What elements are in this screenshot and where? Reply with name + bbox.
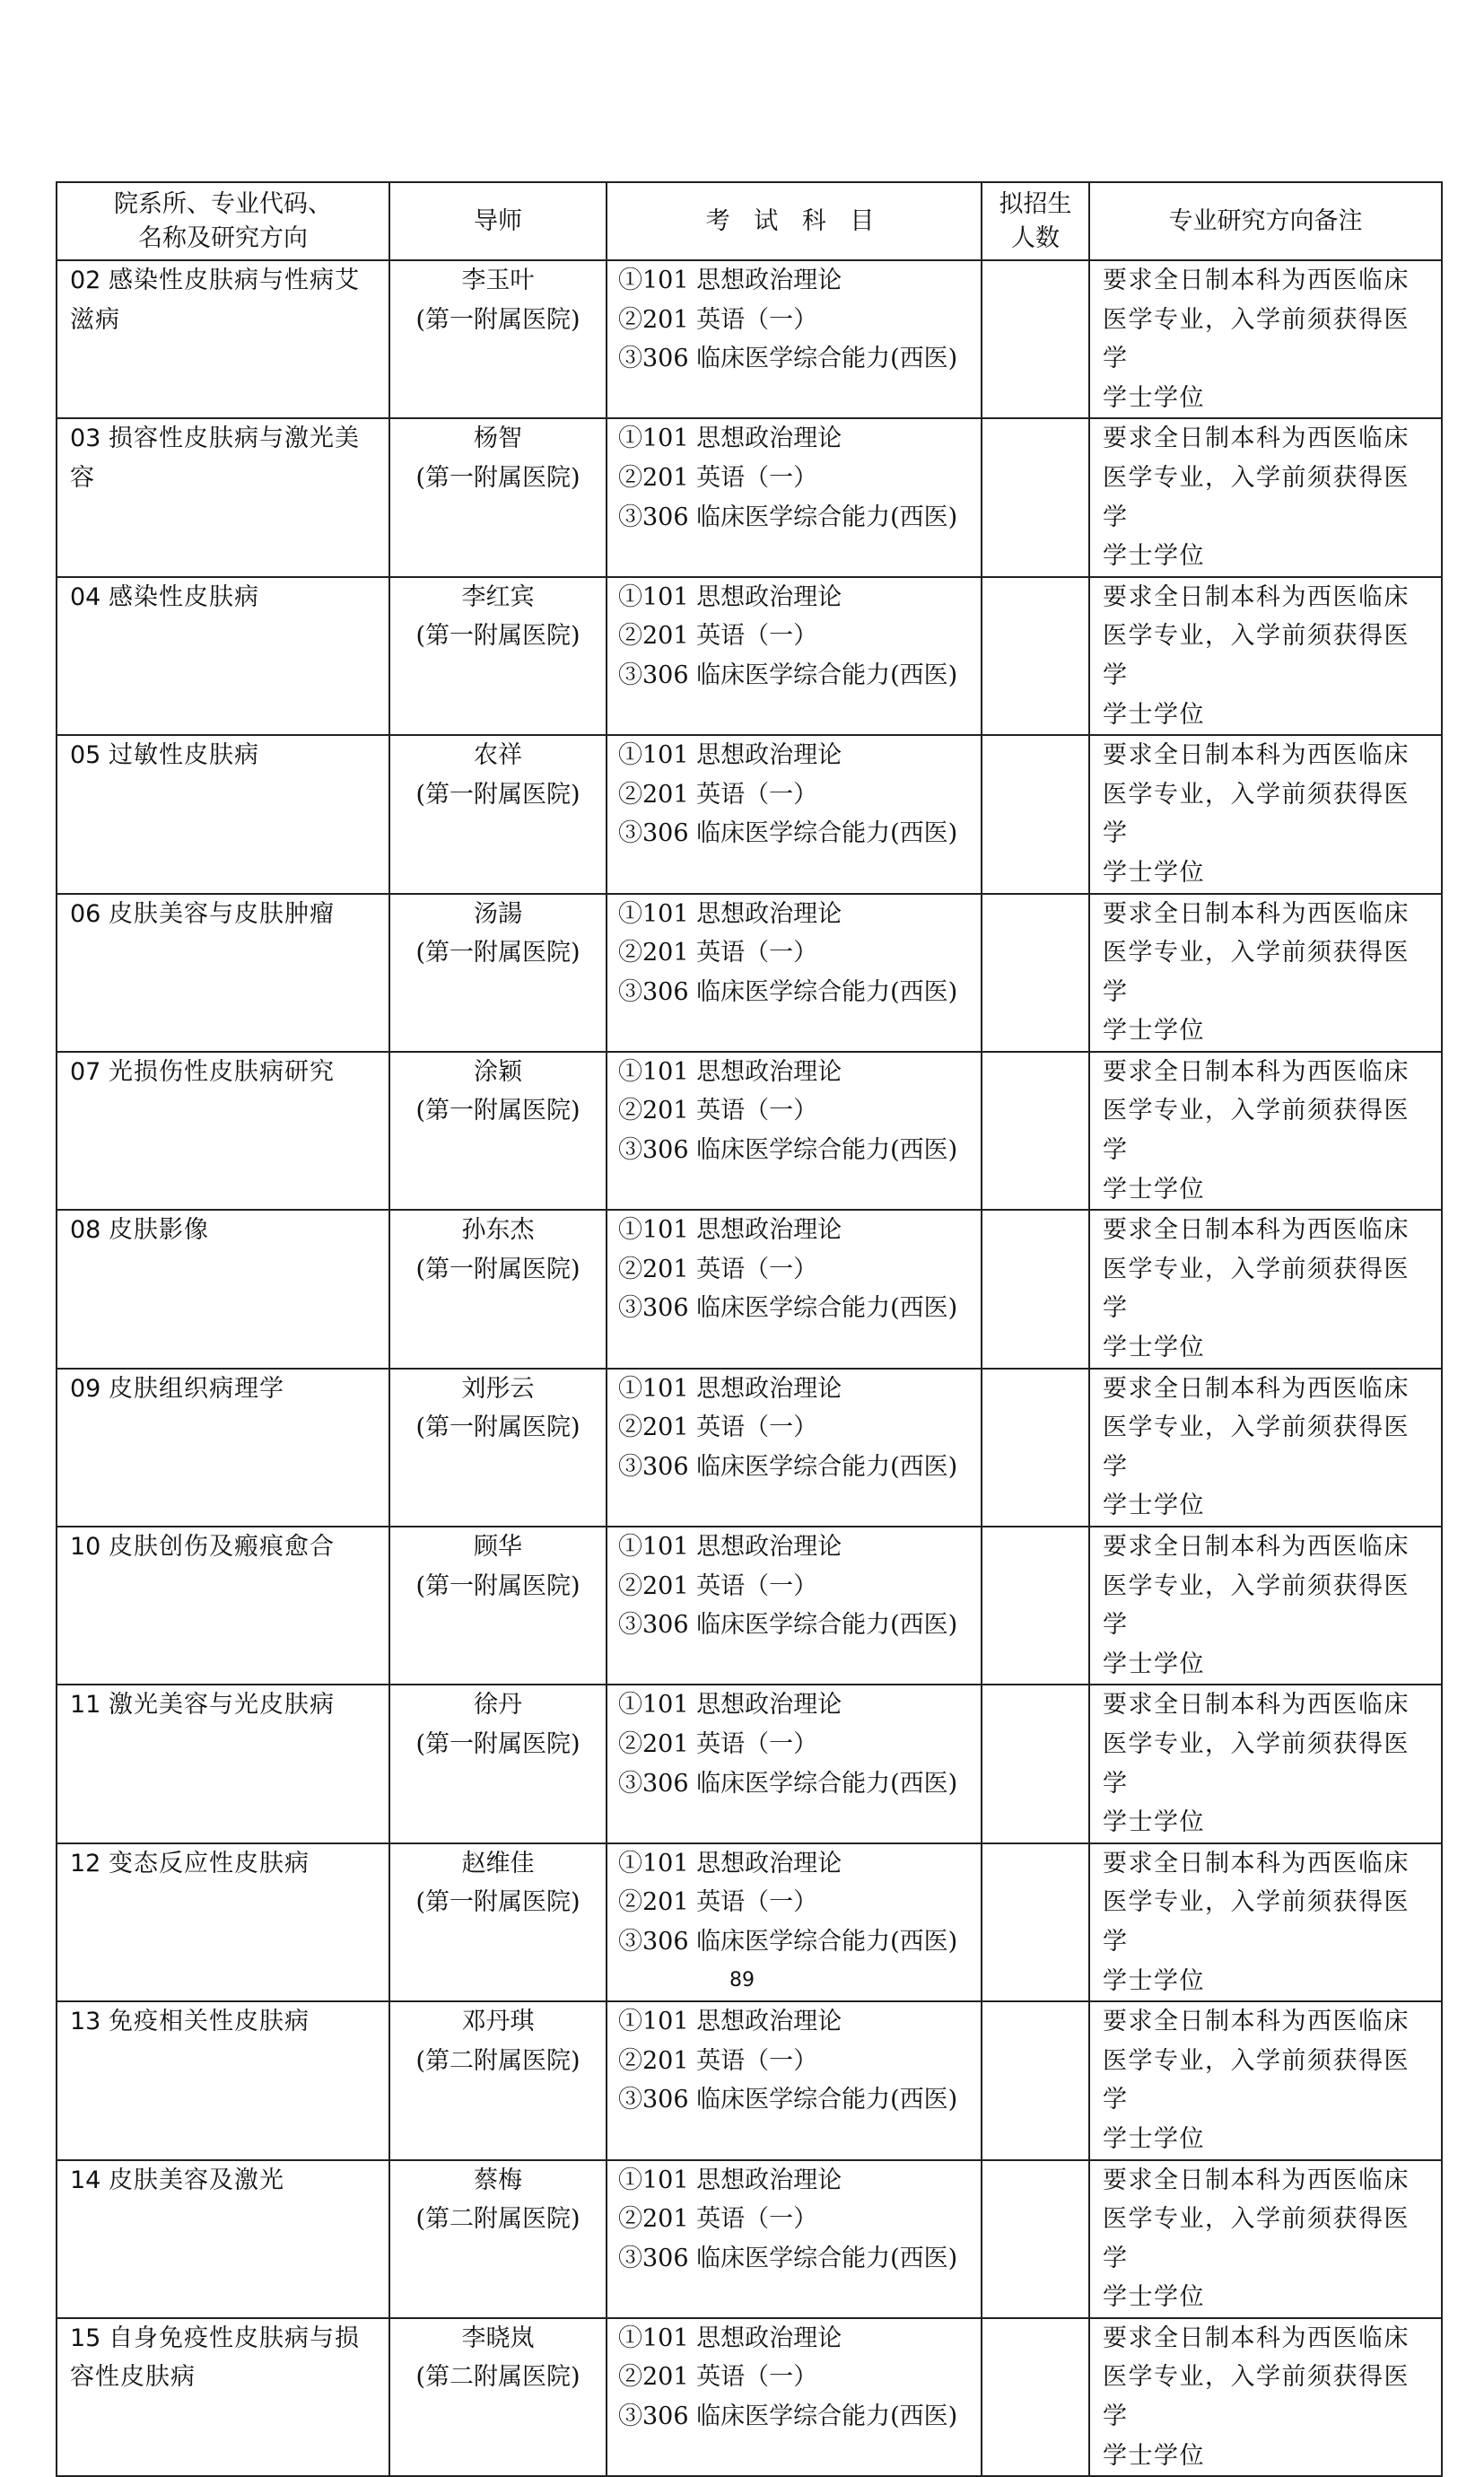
- exam-subject-2: ②201 英语（一）: [618, 1414, 818, 1442]
- advisor-hospital: (第二附属医院): [415, 2046, 581, 2075]
- header-direction-line2: 名称及研究方向: [138, 223, 308, 252]
- note-line-2: 医学专业，入学前须获得医学: [1103, 1255, 1410, 1323]
- note-line-1: 要求全日制本科为西医临床: [1103, 267, 1410, 294]
- direction-cell: [57, 894, 389, 1052]
- advisor-hospital: (第一附属医院): [415, 305, 581, 334]
- advisor-name: 邓丹琪: [461, 2008, 535, 2036]
- advisor-hospital: (第一附属医院): [415, 1888, 581, 1917]
- advisor-cell: [389, 1210, 607, 1368]
- direction-code: 09: [70, 1374, 101, 1403]
- exam-subject-3: ③306 临床医学综合能力(西医): [618, 661, 958, 689]
- note-line-1: 要求全日制本科为西医临床: [1103, 425, 1410, 453]
- note-line-3: 学士学位: [1103, 1334, 1205, 1362]
- exam-subject-2: ②201 英语（一）: [618, 939, 818, 967]
- note-line-3: 学士学位: [1103, 2283, 1205, 2312]
- header-note: 专业研究方向备注: [1089, 182, 1442, 260]
- advisor-name: 农祥: [474, 741, 522, 770]
- note-line-1: 要求全日制本科为西医临床: [1103, 2324, 1410, 2352]
- exam-subject-1: ①101 思想政治理论: [618, 1849, 842, 1877]
- note-line-2: 医学专业，入学前须获得医学: [1103, 1097, 1410, 1165]
- exam-subject-3: ③306 临床医学综合能力(西医): [618, 2244, 958, 2272]
- quota-cell: [982, 1052, 1089, 1210]
- advisor-cell: [389, 894, 607, 1052]
- exam-cell: [607, 1052, 982, 1210]
- exam-subject-1: ①101 思想政治理论: [618, 899, 842, 928]
- note-line-2: 医学专业，入学前须获得医学: [1103, 2046, 1410, 2114]
- table-header-row: [57, 182, 1442, 260]
- exam-subject-1: ①101 思想政治理论: [618, 1216, 842, 1245]
- header-direction: [57, 182, 389, 260]
- exam-subject-3: ③306 临床医学综合能力(西医): [618, 2086, 958, 2114]
- exam-cell: [607, 1210, 982, 1368]
- quota-cell: [982, 2160, 1089, 2318]
- note-line-3: 学士学位: [1103, 1492, 1205, 1520]
- advisor-cell: [389, 2160, 607, 2318]
- exam-subject-2: ②201 英语（一）: [618, 1255, 818, 1283]
- exam-subject-3: ③306 临床医学综合能力(西医): [618, 1136, 958, 1165]
- advisor-hospital: (第一附属医院): [415, 1729, 581, 1758]
- direction-cell: [57, 2001, 389, 2159]
- direction-code: 10: [70, 1533, 101, 1561]
- note-line-1: 要求全日制本科为西医临床: [1103, 1691, 1410, 1720]
- direction-code: 14: [70, 2166, 101, 2194]
- note-line-3: 学士学位: [1103, 1966, 1205, 1995]
- header-quota: [982, 182, 1089, 260]
- exam-subject-1: ①101 思想政治理论: [618, 2324, 842, 2352]
- table-row: [57, 1369, 1442, 1527]
- advisor-name: 汤諹: [474, 899, 522, 928]
- table-row: [57, 418, 1442, 576]
- advisor-cell: [389, 2001, 607, 2159]
- direction-name: 激光美容与光皮肤病: [108, 1691, 335, 1720]
- advisor-name: 蔡梅: [474, 2166, 522, 2194]
- table-row: [57, 1527, 1442, 1685]
- note-line-1: 要求全日制本科为西医临床: [1103, 582, 1410, 611]
- exam-cell: [607, 2160, 982, 2318]
- advisor-name: 孙东杰: [461, 1216, 535, 1245]
- advisor-cell: [389, 577, 607, 735]
- advisor-name: 徐丹: [474, 1691, 522, 1720]
- exam-subject-2: ②201 英语（一）: [618, 1888, 818, 1917]
- exam-subject-2: ②201 英语（一）: [618, 622, 818, 651]
- direction-cell: [57, 1685, 389, 1842]
- note-line-3: 学士学位: [1103, 1175, 1205, 1203]
- advisor-cell: [389, 1685, 607, 1842]
- direction-code: 08: [70, 1216, 101, 1245]
- exam-subject-2: ②201 英语（一）: [618, 2205, 818, 2234]
- note-line-2: 医学专业，入学前须获得医学: [1103, 1729, 1410, 1798]
- exam-subject-3: ③306 临床医学综合能力(西医): [618, 345, 958, 373]
- direction-code: 03: [70, 425, 101, 453]
- quota-cell: [982, 1369, 1089, 1527]
- exam-subject-1: ①101 思想政治理论: [618, 1374, 842, 1403]
- direction-name: 自身免疫性皮肤病与损: [108, 2324, 360, 2352]
- exam-subject-2: ②201 英语（一）: [618, 463, 818, 492]
- note-line-3: 学士学位: [1103, 383, 1205, 412]
- exam-subject-1: ①101 思想政治理论: [618, 2166, 842, 2194]
- advisor-cell: [389, 260, 607, 418]
- direction-cell: [57, 2318, 389, 2476]
- exam-subject-2: ②201 英语（一）: [618, 780, 818, 809]
- direction-name-cont: 滋病: [70, 305, 120, 334]
- table-body: [57, 260, 1442, 2476]
- table-row: [57, 577, 1442, 735]
- advisor-name: 李玉叶: [461, 267, 535, 294]
- note-line-1: 要求全日制本科为西医临床: [1103, 1216, 1410, 1245]
- direction-name-cont: 容性皮肤病: [70, 2363, 196, 2392]
- advisor-cell: [389, 735, 607, 893]
- exam-cell: [607, 1685, 982, 1842]
- table-row: [57, 2318, 1442, 2476]
- note-cell: [1089, 894, 1442, 1052]
- exam-subject-3: ③306 临床医学综合能力(西医): [618, 1452, 958, 1481]
- note-line-2: 医学专业，入学前须获得医学: [1103, 2205, 1410, 2272]
- note-line-1: 要求全日制本科为西医临床: [1103, 2166, 1410, 2194]
- direction-cell: [57, 1210, 389, 1368]
- note-line-1: 要求全日制本科为西医临床: [1103, 2008, 1410, 2036]
- direction-code: 04: [70, 582, 101, 611]
- advisor-hospital: (第一附属医院): [415, 939, 581, 967]
- exam-subject-1: ①101 思想政治理论: [618, 2008, 842, 2036]
- note-line-2: 医学专业，入学前须获得医学: [1103, 1571, 1410, 1640]
- header-quota-line2: 人数: [1011, 223, 1060, 252]
- note-cell: [1089, 2001, 1442, 2159]
- note-line-3: 学士学位: [1103, 2124, 1205, 2153]
- note-line-3: 学士学位: [1103, 700, 1205, 729]
- advisor-hospital: (第一附属医院): [415, 1255, 581, 1283]
- quota-cell: [982, 577, 1089, 735]
- direction-name: 变态反应性皮肤病: [108, 1849, 310, 1877]
- advisor-hospital: (第一附属医院): [415, 622, 581, 651]
- exam-subject-3: ③306 临床医学综合能力(西医): [618, 1769, 958, 1798]
- exam-cell: [607, 735, 982, 893]
- exam-subject-1: ①101 思想政治理论: [618, 267, 842, 294]
- note-line-1: 要求全日制本科为西医临床: [1103, 1849, 1410, 1877]
- exam-subject-3: ③306 临床医学综合能力(西医): [618, 1611, 958, 1640]
- advisor-cell: [389, 418, 607, 576]
- header-quota-line1: 拟招生: [999, 189, 1072, 218]
- direction-code: 15: [70, 2324, 101, 2352]
- exam-subject-3: ③306 临床医学综合能力(西医): [618, 977, 958, 1006]
- exam-subject-2: ②201 英语（一）: [618, 2363, 818, 2392]
- direction-name: 皮肤美容及激光: [108, 2166, 284, 2194]
- table-row: [57, 1685, 1442, 1842]
- table-row: [57, 1052, 1442, 1210]
- direction-name: 免疫相关性皮肤病: [108, 2008, 310, 2036]
- table-row: [57, 260, 1442, 418]
- exam-subject-2: ②201 英语（一）: [618, 1729, 818, 1758]
- note-cell: [1089, 1052, 1442, 1210]
- header-advisor: 导师: [389, 182, 607, 260]
- quota-cell: [982, 260, 1089, 418]
- exam-subject-3: ③306 临床医学综合能力(西医): [618, 503, 958, 531]
- quota-cell: [982, 1685, 1089, 1842]
- note-line-3: 学士学位: [1103, 1808, 1205, 1837]
- note-line-2: 医学专业，入学前须获得医学: [1103, 1414, 1410, 1481]
- note-line-2: 医学专业，入学前须获得医学: [1103, 939, 1410, 1006]
- note-cell: [1089, 1685, 1442, 1842]
- advisor-cell: [389, 1052, 607, 1210]
- exam-cell: [607, 260, 982, 418]
- exam-cell: [607, 894, 982, 1052]
- note-line-2: 医学专业，入学前须获得医学: [1103, 305, 1410, 373]
- advisor-name: 刘彤云: [461, 1374, 535, 1403]
- advisor-name: 涂颖: [474, 1057, 522, 1086]
- note-line-2: 医学专业，入学前须获得医学: [1103, 780, 1410, 848]
- direction-code: 07: [70, 1057, 101, 1086]
- direction-name: 感染性皮肤病与性病艾: [108, 267, 360, 294]
- note-line-3: 学士学位: [1103, 542, 1205, 571]
- exam-subject-3: ③306 临床医学综合能力(西医): [618, 819, 958, 848]
- note-cell: [1089, 260, 1442, 418]
- quota-cell: [982, 2001, 1089, 2159]
- table-row: [57, 2001, 1442, 2159]
- direction-code: 13: [70, 2008, 101, 2036]
- advisor-name: 杨智: [474, 425, 522, 453]
- exam-subject-2: ②201 英语（一）: [618, 305, 818, 334]
- note-line-2: 医学专业，入学前须获得医学: [1103, 2363, 1410, 2431]
- advisor-hospital: (第一附属医院): [415, 1097, 581, 1125]
- note-line-3: 学士学位: [1103, 2441, 1205, 2470]
- exam-cell: [607, 577, 982, 735]
- quota-cell: [982, 735, 1089, 893]
- direction-name: 光损伤性皮肤病研究: [108, 1057, 335, 1086]
- exam-cell: [607, 418, 982, 576]
- advisor-cell: [389, 1369, 607, 1527]
- exam-subject-3: ③306 临床医学综合能力(西医): [618, 1294, 958, 1323]
- direction-cell: [57, 577, 389, 735]
- note-cell: [1089, 1369, 1442, 1527]
- direction-name: 皮肤组织病理学: [108, 1374, 284, 1403]
- note-cell: [1089, 418, 1442, 576]
- advisor-name: 李晓岚: [461, 2324, 535, 2352]
- advisor-hospital: (第二附属医院): [415, 2363, 581, 2392]
- table-row: [57, 735, 1442, 893]
- exam-cell: [607, 2001, 982, 2159]
- direction-cell: [57, 1052, 389, 1210]
- direction-cell: [57, 735, 389, 893]
- quota-cell: [982, 894, 1089, 1052]
- exam-subject-1: ①101 思想政治理论: [618, 425, 842, 453]
- header-exam: 考 试 科 目: [607, 182, 982, 260]
- advisor-hospital: (第一附属医院): [415, 463, 581, 492]
- advisor-name: 李红宾: [461, 582, 535, 611]
- direction-name: 皮肤美容与皮肤肿瘤: [108, 899, 335, 928]
- direction-code: 12: [70, 1849, 101, 1877]
- note-line-1: 要求全日制本科为西医临床: [1103, 741, 1410, 770]
- note-cell: [1089, 735, 1442, 893]
- note-line-3: 学士学位: [1103, 858, 1205, 887]
- direction-code: 05: [70, 741, 101, 770]
- direction-name: 皮肤影像: [108, 1216, 209, 1245]
- advisor-cell: [389, 2318, 607, 2476]
- direction-name: 过敏性皮肤病: [108, 741, 259, 770]
- advisor-name: 顾华: [474, 1533, 522, 1561]
- direction-name: 皮肤创伤及瘢痕愈合: [108, 1533, 335, 1561]
- advisor-name: 赵维佳: [461, 1849, 535, 1877]
- exam-subject-1: ①101 思想政治理论: [618, 741, 842, 770]
- note-line-1: 要求全日制本科为西医临床: [1103, 1374, 1410, 1403]
- note-line-1: 要求全日制本科为西医临床: [1103, 899, 1410, 928]
- note-cell: [1089, 2318, 1442, 2476]
- exam-cell: [607, 1369, 982, 1527]
- exam-subject-1: ①101 思想政治理论: [618, 582, 842, 611]
- exam-subject-3: ③306 临床医学综合能力(西医): [618, 2403, 958, 2431]
- direction-name: 损容性皮肤病与激光美: [108, 425, 360, 453]
- note-line-3: 学士学位: [1103, 1650, 1205, 1678]
- page-number: 89: [729, 1969, 755, 1991]
- exam-subject-1: ①101 思想政治理论: [618, 1533, 842, 1561]
- quota-cell: [982, 1527, 1089, 1685]
- header-direction-line1: 院系所、专业代码、: [114, 189, 332, 218]
- exam-subject-2: ②201 英语（一）: [618, 2046, 818, 2075]
- note-cell: [1089, 2160, 1442, 2318]
- direction-cell: [57, 260, 389, 418]
- direction-code: 02: [70, 267, 101, 294]
- exam-subject-1: ①101 思想政治理论: [618, 1691, 842, 1720]
- exam-subject-1: ①101 思想政治理论: [618, 1057, 842, 1086]
- direction-cell: [57, 418, 389, 576]
- note-cell: [1089, 577, 1442, 735]
- exam-subject-2: ②201 英语（一）: [618, 1097, 818, 1125]
- note-cell: [1089, 1210, 1442, 1368]
- advisor-hospital: (第一附属医院): [415, 1414, 581, 1442]
- quota-cell: [982, 1210, 1089, 1368]
- table-row: [57, 1210, 1442, 1368]
- direction-cell: [57, 1527, 389, 1685]
- note-cell: [1089, 1527, 1442, 1685]
- advisor-hospital: (第一附属医院): [415, 780, 581, 809]
- table-row: [57, 894, 1442, 1052]
- direction-cell: [57, 2160, 389, 2318]
- table-row: [57, 2160, 1442, 2318]
- direction-code: 11: [70, 1691, 101, 1720]
- exam-subject-3: ③306 临床医学综合能力(西医): [618, 1927, 958, 1956]
- admissions-table: [56, 181, 1443, 2477]
- direction-code: 06: [70, 899, 101, 928]
- exam-subject-2: ②201 英语（一）: [618, 1571, 818, 1600]
- quota-cell: [982, 418, 1089, 576]
- note-line-1: 要求全日制本科为西医临床: [1103, 1057, 1410, 1086]
- direction-cell: [57, 1369, 389, 1527]
- note-line-2: 医学专业，入学前须获得医学: [1103, 622, 1410, 689]
- note-line-1: 要求全日制本科为西医临床: [1103, 1533, 1410, 1561]
- note-line-2: 医学专业，入学前须获得医学: [1103, 463, 1410, 531]
- advisor-cell: [389, 1527, 607, 1685]
- advisor-hospital: (第一附属医院): [415, 1571, 581, 1600]
- note-line-2: 医学专业，入学前须获得医学: [1103, 1888, 1410, 1956]
- quota-cell: [982, 2318, 1089, 2476]
- direction-name: 感染性皮肤病: [108, 582, 259, 611]
- advisor-hospital: (第二附属医院): [415, 2205, 581, 2234]
- exam-cell: [607, 1527, 982, 1685]
- exam-cell: [607, 2318, 982, 2476]
- direction-name-cont: 容: [70, 463, 95, 492]
- note-line-3: 学士学位: [1103, 1017, 1205, 1046]
